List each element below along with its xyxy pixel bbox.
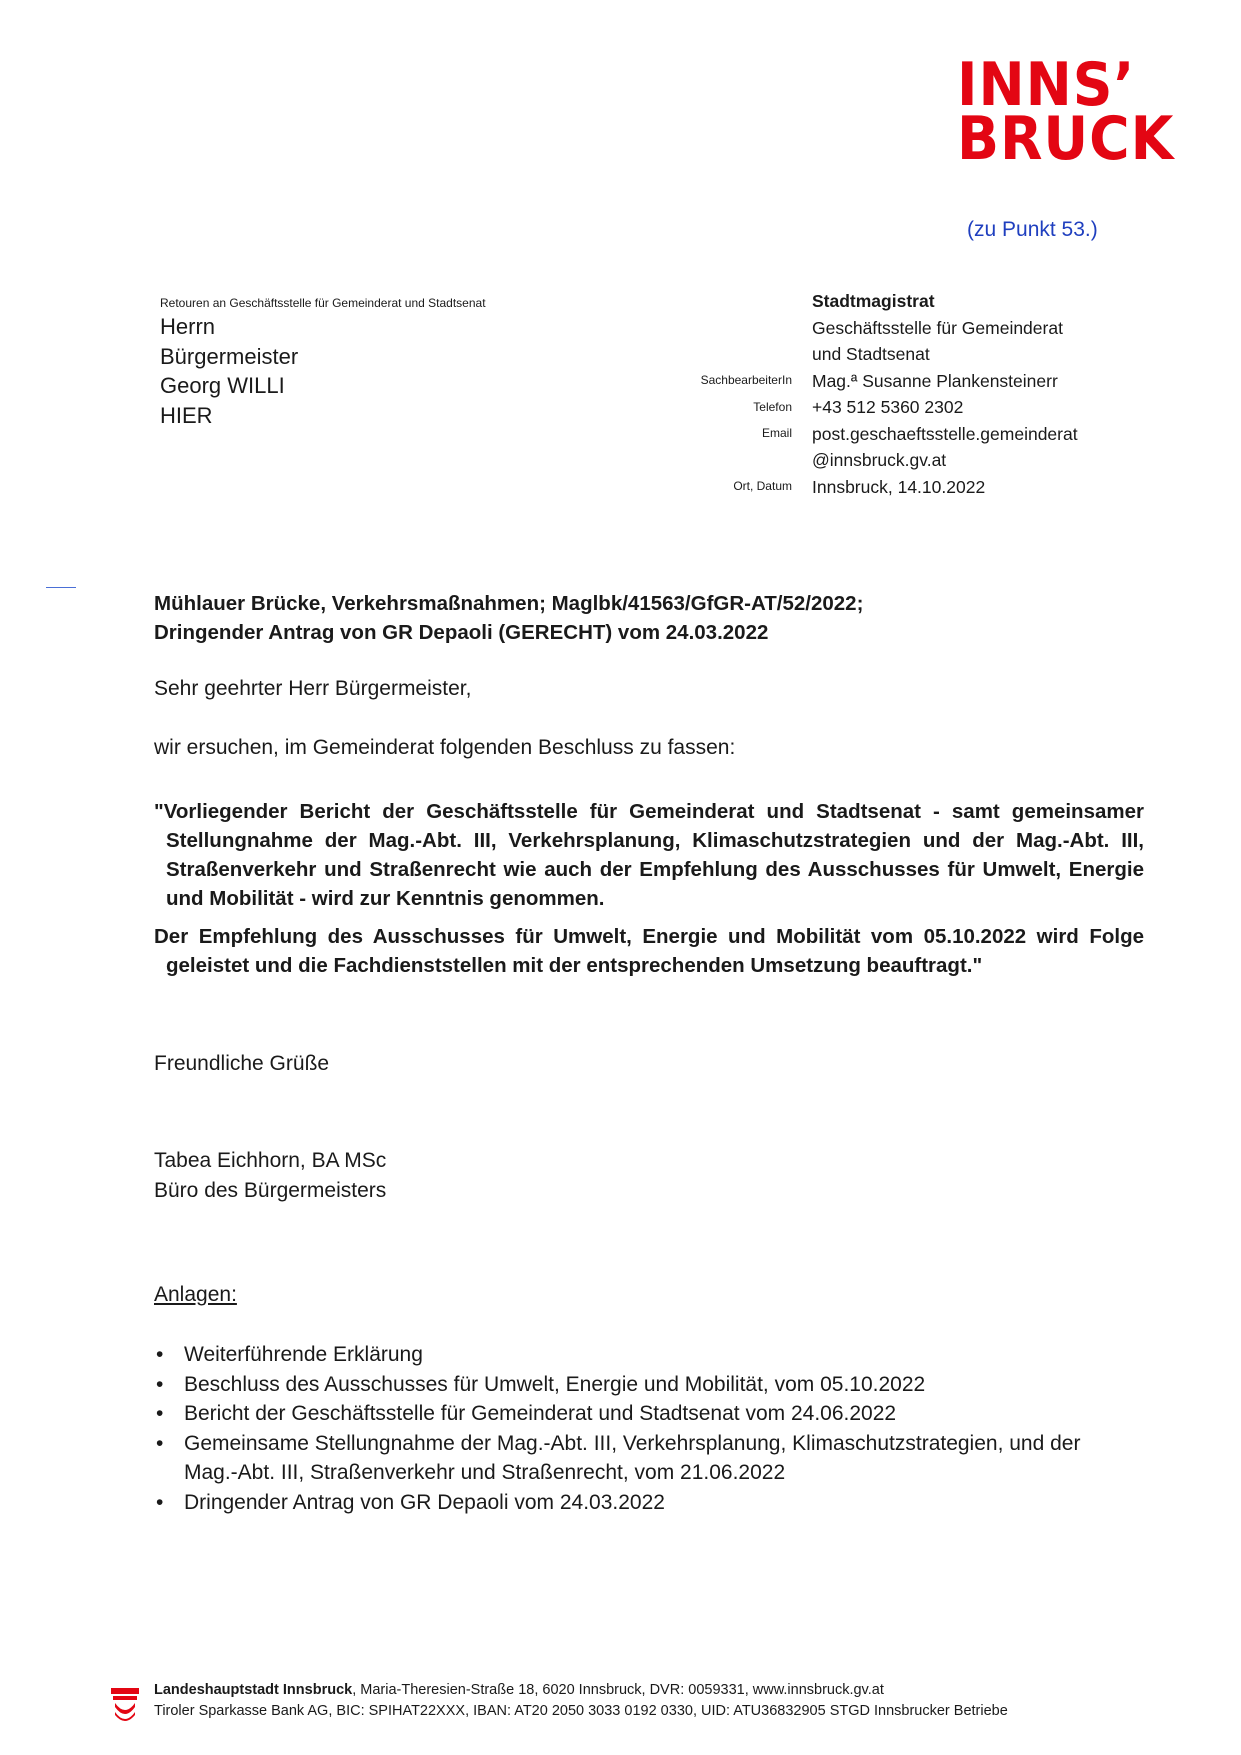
- attachments-title: Anlagen:: [154, 1283, 237, 1306]
- return-address: Retouren an Geschäftsstelle für Gemeinderat und Stadtsenat: [160, 296, 486, 310]
- label-clerk: SachbearbeiterIn: [700, 373, 792, 387]
- attachments-list: [154, 1340, 1154, 1517]
- resolution-text: [154, 797, 1144, 980]
- innsbruck-logo: [957, 50, 1178, 174]
- fold-mark: [46, 587, 76, 588]
- sender-dept: Geschäftsstelle für Gemeinderat: [812, 317, 1063, 338]
- sender-org: Stadtmagistrat: [812, 291, 935, 311]
- subject-line: Dringender Antrag von GR Depaoli (GERECHT) vom 24.03.2022: [154, 621, 769, 644]
- agenda-reference: (zu Punkt 53.): [967, 218, 1098, 241]
- footer-line-1: Landeshauptstadt Innsbruck, Maria-Theresien-Straße 18, 6020 Innsbruck, DVR: 0059331, www.innsbruck.gv.at: [154, 1682, 884, 1698]
- list-item: • Beschluss des Ausschusses für Umwelt, Energie und Mobilität, vom 05.10.2022: [154, 1370, 1154, 1400]
- signatory-office: Büro des Bürgermeisters: [154, 1178, 387, 1202]
- city-crest-icon: [110, 1686, 140, 1724]
- bullet-icon: •: [156, 1490, 164, 1514]
- label-place-date: Ort, Datum: [733, 479, 792, 493]
- signature-block: [154, 1146, 386, 1205]
- subject: [154, 589, 863, 647]
- footer-org: Landeshauptstadt Innsbruck: [154, 1682, 353, 1698]
- sender-dept: und Stadtsenat: [812, 344, 930, 364]
- list-item: • Weiterführende Erklärung: [154, 1340, 1154, 1370]
- recipient-line: Georg WILLI: [160, 373, 285, 398]
- label-phone: Telefon: [753, 400, 792, 414]
- signatory-name: Tabea Eichhorn, BA MSc: [154, 1149, 387, 1172]
- label-email: Email: [761, 426, 792, 440]
- recipient-line: HIER: [160, 402, 213, 428]
- sender-email: @innsbruck.gv.at: [812, 450, 947, 470]
- closing: Freundliche Grüße: [154, 1052, 330, 1075]
- recipient-line: Bürgermeister: [160, 343, 299, 369]
- sender-email: post.geschaeftsstelle.gemeinderat: [812, 423, 1078, 444]
- resolution-paragraph: Der Empfehlung des Ausschusses für Umwelt, Energie und Mobilität vom 05.10.2022 wird Folge geleistet und die Fachdienststellen mit der entsprechenden Umsetzung beauftragt.": [154, 925, 1144, 977]
- sender-block: [812, 288, 1078, 500]
- bullet-icon: •: [156, 1372, 164, 1396]
- list-item: • Gemeinsame Stellungnahme der Mag.-Abt. III, Verkehrsplanung, Klimaschutzstrategien, und der Mag.-Abt. III, Straßenverkehr und Straßenrecht, vom 21.06.2022: [154, 1429, 1124, 1488]
- footer: [154, 1680, 1008, 1722]
- sender-phone: +43 512 5360 2302: [812, 397, 964, 417]
- sender-clerk: Mag.ª Susanne Plankensteinerr: [812, 370, 1058, 391]
- bullet-icon: •: [156, 1343, 164, 1366]
- subject-line: Mühlauer Brücke, Verkehrsmaßnahmen; Maglbk/41563/GfGR-AT/52/2022;: [154, 592, 864, 615]
- bullet-icon: •: [156, 1431, 164, 1455]
- resolution-paragraph: "Vorliegender Bericht der Geschäftsstelle für Gemeinderat und Stadtsenat - samt gemeinsamer Stellungnahme der Mag.-Abt. III, Verkehrsplanung, Klimaschutzstrategien und der Mag.-Abt. III, Straßenverkehr und Straßenrecht wie auch der Empfehlung des Ausschusses für Umwelt, Energie und Mobilität - wird zur Kenntnis genommen.: [154, 800, 1144, 910]
- list-item: • Bericht der Geschäftsstelle für Gemeinderat und Stadtsenat vom 24.06.2022: [154, 1399, 1154, 1429]
- list-item: • Dringender Antrag von GR Depaoli vom 24.03.2022: [154, 1488, 1154, 1518]
- sender-place-date: Innsbruck, 14.10.2022: [812, 476, 986, 497]
- bullet-icon: •: [156, 1402, 164, 1425]
- recipient-address: [160, 312, 298, 430]
- logo-line-2: BRUCK: [957, 104, 1175, 174]
- request-text: wir ersuchen, im Gemeinderat folgenden Beschluss zu fassen:: [154, 736, 736, 759]
- logo-line-1: INNS’: [957, 50, 1136, 120]
- recipient-line: Herrn: [160, 314, 216, 339]
- footer-line-2: Tiroler Sparkasse Bank AG, BIC: SPIHAT22XXX, IBAN: AT20 2050 3033 0192 0330, UID: ATU36832905 STGD Innsbrucker Betriebe: [154, 1703, 1008, 1719]
- salutation: Sehr geehrter Herr Bürgermeister,: [154, 677, 472, 700]
